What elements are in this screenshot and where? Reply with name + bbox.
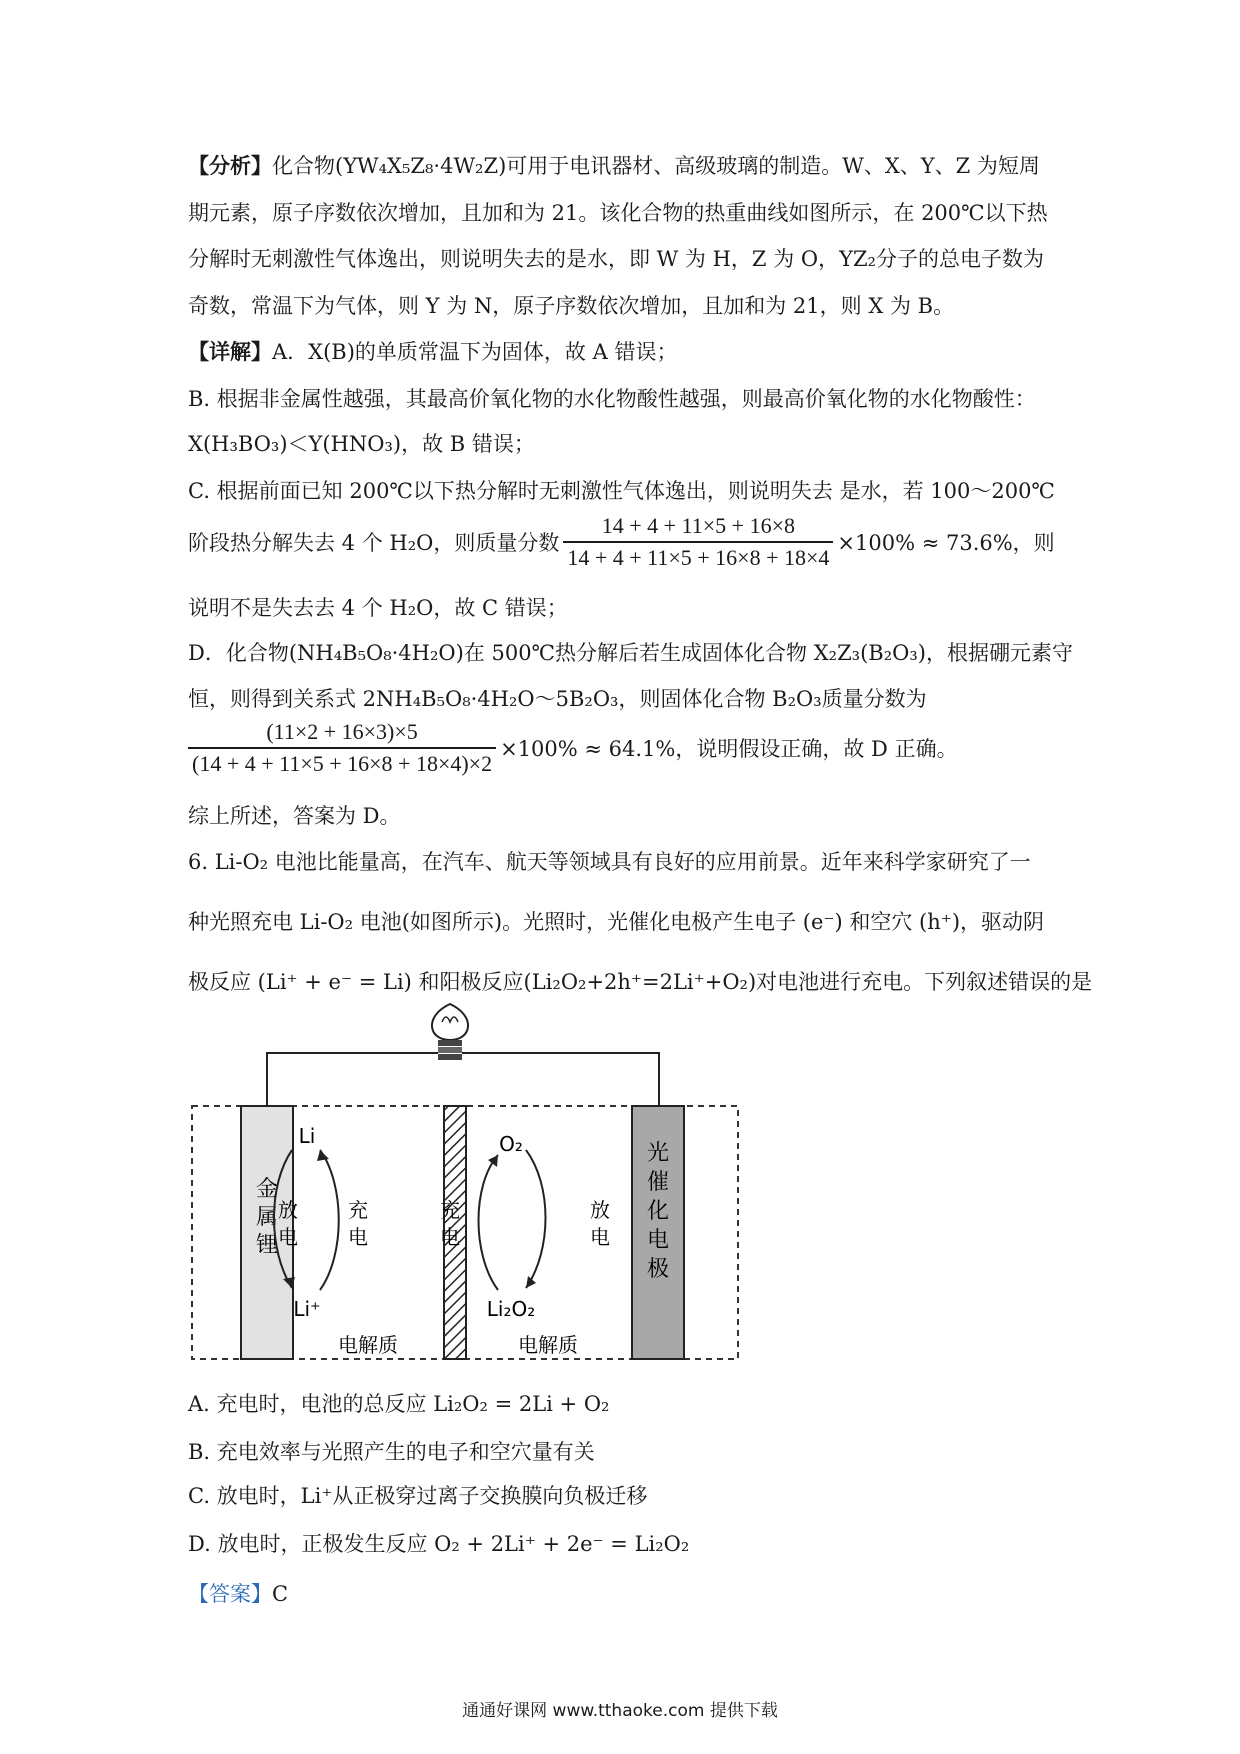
detail-option-d-line-1: D．化合物(NH₄B₅O₈·4H₂O)在 500℃热分解后若生成固体化合物 X₂Z₃(B₂O₃)，根据硼元素守 [188,641,1073,665]
left-electrode-char-2: 属 [255,1205,279,1230]
right-electrode-char-5: 极 [646,1257,670,1282]
question6-line-3: 极反应 (Li⁺ + e⁻ = Li) 和阳极反应(Li₂O₂+2h⁺=2Li⁺+O₂)对电池进行充电。下列叙述错误的是 [188,970,1093,994]
footer-source: 通通好课网 www.tthaoke.com 提供下载 [462,1701,778,1721]
analysis-line-2: 期元素，原子序数依次增加，且加和为 21。该化合物的热重曲线如图所示，在 200℃以下热 [188,201,1048,225]
option-a: A. 充电时，电池的总反应 Li₂O₂ = 2Li + O₂ [188,1392,610,1416]
left-discharge-char-1: 放 [278,1198,298,1222]
answer-tag: 【答案】 [188,1582,272,1606]
left-electrode-char-3: 锂 [255,1233,279,1258]
option-d: D. 放电时，正极发生反应 O₂ + 2Li⁺ + 2e⁻ = Li₂O₂ [188,1532,690,1556]
right-discharge-char-1: 放 [590,1198,610,1222]
option-b: B. 充电效率与光照产生的电子和空穴量有关 [188,1440,595,1464]
detail-option-c-formula-line: 阶段热分解失去 4 个 H₂O，则质量分数 $\frac{14 + 4 + 11\times 5 + 16\times 8}{14 + 4 + 11\times 5 + 16\times 8 + 18\times 4}$ ×100% ≈ 73.6%，则 [188,513,1055,570]
option-c: C. 放电时，Li⁺从正极穿过离子交换膜向负极迁移 [188,1484,648,1508]
right-discharge-char-2: 电 [590,1225,610,1249]
analysis-tag: 【分析】 [188,153,272,178]
detail-option-c-line-1: C. 根据前面已知 200℃以下热分解时无刺激性气体逸出，则说明失去 是水，若 100～200℃ [188,479,1055,503]
right-electrode-char-4: 电 [646,1228,670,1253]
detail-option-a: 【详解】A．X(B)的单质常温下为固体，故 A 错误； [188,339,678,364]
right-electrode-char-1: 光 [646,1141,670,1166]
left-electrode-char-1: 金 [255,1177,279,1202]
left-discharge-char-2: 电 [278,1225,298,1249]
right-top-species: O₂ [499,1132,523,1156]
arrowhead-icon [488,1155,498,1167]
discharge-arrow [526,1150,546,1288]
detail-option-d-line-2: 恒，则得到关系式 2NH₄B₅O₈·4H₂O～5B₂O₃，则固体化合物 B₂O₃质量分数为 [188,687,927,711]
detail-option-d-formula-line: $\frac{(11\times 2 + 16\times 3)\times 5}{(14 + 4 + 11\times 5 + 16\times 8 + 18\times 4)\times 2}$ ×100% ≈ 64.1%，说明假设正确，故 D 正确。 [188,714,958,782]
right-charge-char-2: 电 [440,1225,460,1249]
charge-arrow [479,1155,499,1290]
circuit-wire [267,1053,438,1106]
question6-line-2: 种光照充电 Li-O₂ 电池(如图所示)。光照时，光催化电极产生电子 (e⁻) 和空穴 (h⁺)，驱动阴 [188,910,1045,934]
battery-diagram [180,1000,750,1380]
arrowhead-icon [317,1150,329,1161]
left-charge-char-2: 电 [348,1225,368,1249]
left-charge-char-1: 充 [348,1198,368,1222]
right-charge-char-1: 充 [440,1198,460,1222]
b2o3-fraction-formula: $\frac{(11\times 2 + 16\times 3)\times 5}{(14 + 4 + 11\times 5 + 16\times 8 + 18\times 4)\times 2}$ [188,719,496,777]
analysis-line-1: 【分析】化合物(YW₄X₅Z₈·4W₂Z)可用于电讯器材、高级玻璃的制造。W、X、Y、Z 为短周 [188,153,1040,178]
question6-line-1: 6. Li-O₂ 电池比能量高，在汽车、航天等领域具有良好的应用前景。近年来科学家研究了一 [188,850,1031,874]
arrowhead-icon [526,1276,536,1288]
left-top-species: Li [298,1124,316,1148]
charge-arrow [320,1150,339,1290]
answer-line [188,1578,288,1608]
detail-option-c-line-3: 说明不是失去去 4 个 H₂O，故 C 错误； [188,596,568,620]
electrolyte-left-label: 电解质 [338,1333,398,1357]
right-bottom-species: Li₂O₂ [486,1297,536,1321]
circuit-wire [462,1053,659,1106]
right-electrode-char-3: 化 [646,1199,670,1224]
detail-option-b-line-1: B. 根据非金属性越强，其最高价氧化物的水化物酸性越强，则最高价氧化物的水化物酸性： [188,387,1036,411]
analysis-line-3: 分解时无刺激性气体逸出，则说明失去的是水，即 W 为 H，Z 为 O，YZ₂分子的总电子数为 [188,247,1044,271]
left-bottom-species: Li⁺ [293,1297,321,1321]
detail-option-b-line-2: X(H₃BO₃)＜Y(HNO₃)，故 B 错误； [188,432,535,456]
mass-fraction-formula: $\frac{14 + 4 + 11\times 5 + 16\times 8}{14 + 4 + 11\times 5 + 16\times 8 + 18\times 4}$ [563,513,833,571]
light-bulb-icon [432,1004,468,1060]
analysis-line-4: 奇数，常温下为气体，则 Y 为 N，原子序数依次增加，且加和为 21，则 X 为 B。 [188,294,955,318]
right-electrode-char-2: 催 [646,1170,670,1195]
electrolyte-right-label: 电解质 [518,1333,578,1357]
detail-summary: 综上所述，答案为 D。 [188,804,401,828]
detail-tag: 【详解】 [188,339,272,364]
answer-value: C [272,1582,289,1606]
